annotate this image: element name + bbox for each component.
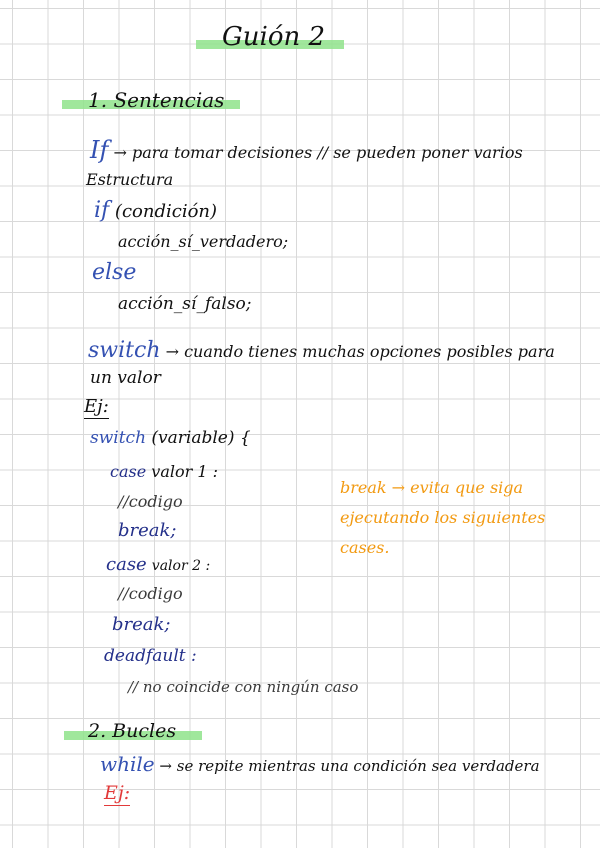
- else-keyword: else: [92, 260, 137, 285]
- case2-line: [106, 556, 210, 574]
- case1-rest: valor 1 :: [151, 462, 218, 481]
- if-code-line: [94, 200, 217, 222]
- default-line: deadfault :: [104, 646, 197, 666]
- comment1-line: //codigo: [118, 492, 183, 511]
- while-description: → se repite mientras una condición sea verdadera: [159, 757, 540, 775]
- switch-code-keyword: switch: [90, 428, 147, 448]
- ej-label-1: Ej:: [84, 396, 109, 417]
- ej-label-2: Ej:: [104, 782, 131, 804]
- section2-heading: 2. Bucles: [88, 720, 177, 742]
- action-true-line: acción_sí_verdadero;: [118, 232, 289, 251]
- estructura-label: Estructura: [86, 170, 174, 189]
- break2-line: break;: [112, 614, 171, 635]
- switch-explanation: [88, 340, 555, 362]
- case1-line: [110, 464, 218, 480]
- if-keyword: If: [90, 136, 109, 164]
- if-description: → para tomar decisiones // se pueden poner varios: [113, 143, 523, 162]
- switch-description: → cuando tienes muchas opciones posibles para: [165, 342, 555, 361]
- break-note-2: ejecutando los siguientes: [340, 508, 546, 527]
- if-explanation: [90, 138, 523, 162]
- while-keyword: while: [100, 752, 155, 776]
- comment2-line: //codigo: [118, 584, 183, 603]
- break1-line: break;: [118, 520, 177, 541]
- while-line: [100, 754, 540, 774]
- if-code-keyword: if: [94, 198, 110, 223]
- switch-description-2: un valor: [90, 368, 161, 388]
- switch-code-rest: (variable) {: [151, 428, 251, 448]
- break-note-1: break → evita que siga: [340, 478, 524, 497]
- page-title: Guión 2: [222, 22, 326, 52]
- if-condition: (condición): [114, 201, 218, 222]
- case2-keyword: case: [106, 554, 147, 575]
- section1-heading: 1. Sentencias: [88, 88, 225, 112]
- default-comment-line: // no coincide con ningún caso: [128, 678, 359, 696]
- switch-keyword: switch: [88, 338, 161, 363]
- case2-rest: valor 2 :: [151, 558, 211, 574]
- switch-code-line: [90, 430, 251, 447]
- break-note-3: cases.: [340, 538, 390, 557]
- action-false-line: acción_sí_falso;: [118, 294, 252, 314]
- case1-keyword: case: [110, 462, 147, 481]
